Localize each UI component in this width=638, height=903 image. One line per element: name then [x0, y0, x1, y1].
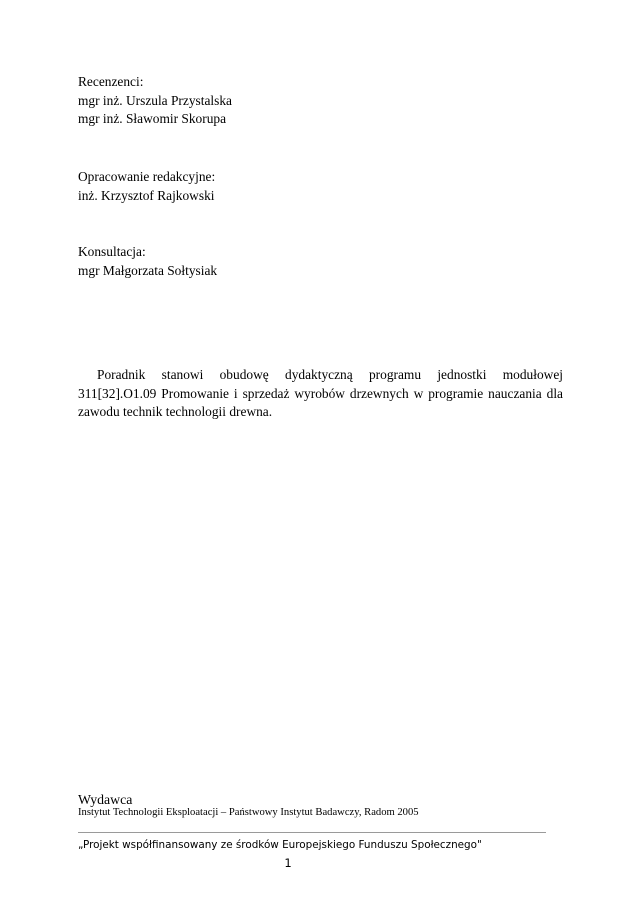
publisher-label: Wydawca: [78, 792, 133, 807]
consultant-name: mgr Małgorzata Sołtysiak: [78, 262, 218, 278]
footer-divider: [78, 832, 546, 833]
editorial-section: [78, 168, 563, 205]
reviewer-name: mgr inż. Sławomir Skorupa: [78, 111, 227, 126]
publisher-name: Instytut Technologii Eksploatacji – Państwowy Instytut Badawczy, Radom 2005: [78, 807, 419, 818]
consultation-section: [78, 243, 563, 280]
description-paragraph: Poradnik stanowi obudowę dydaktyczną programu jednostki modułowej 311[32].O1.09 Promowanie i sprzedaż wyrobów drzewnych w programie nauczania dla zawodu technik technologii drewna.: [78, 367, 563, 419]
reviewers-heading: Recenzenci:: [78, 74, 144, 89]
editor-name: inż. Krzysztof Rajkowski: [78, 187, 215, 203]
page-number: 1: [284, 856, 292, 870]
reviewers-section: [78, 73, 563, 129]
consultation-heading: Konsultacja:: [78, 244, 146, 259]
editorial-heading: Opracowanie redakcyjne:: [78, 169, 216, 184]
reviewer-name: mgr inż. Urszula Przystalska: [78, 92, 232, 108]
footer-funding-note: „Projekt współfinansowany ze środków Europejskiego Funduszu Społecznego": [78, 839, 482, 851]
